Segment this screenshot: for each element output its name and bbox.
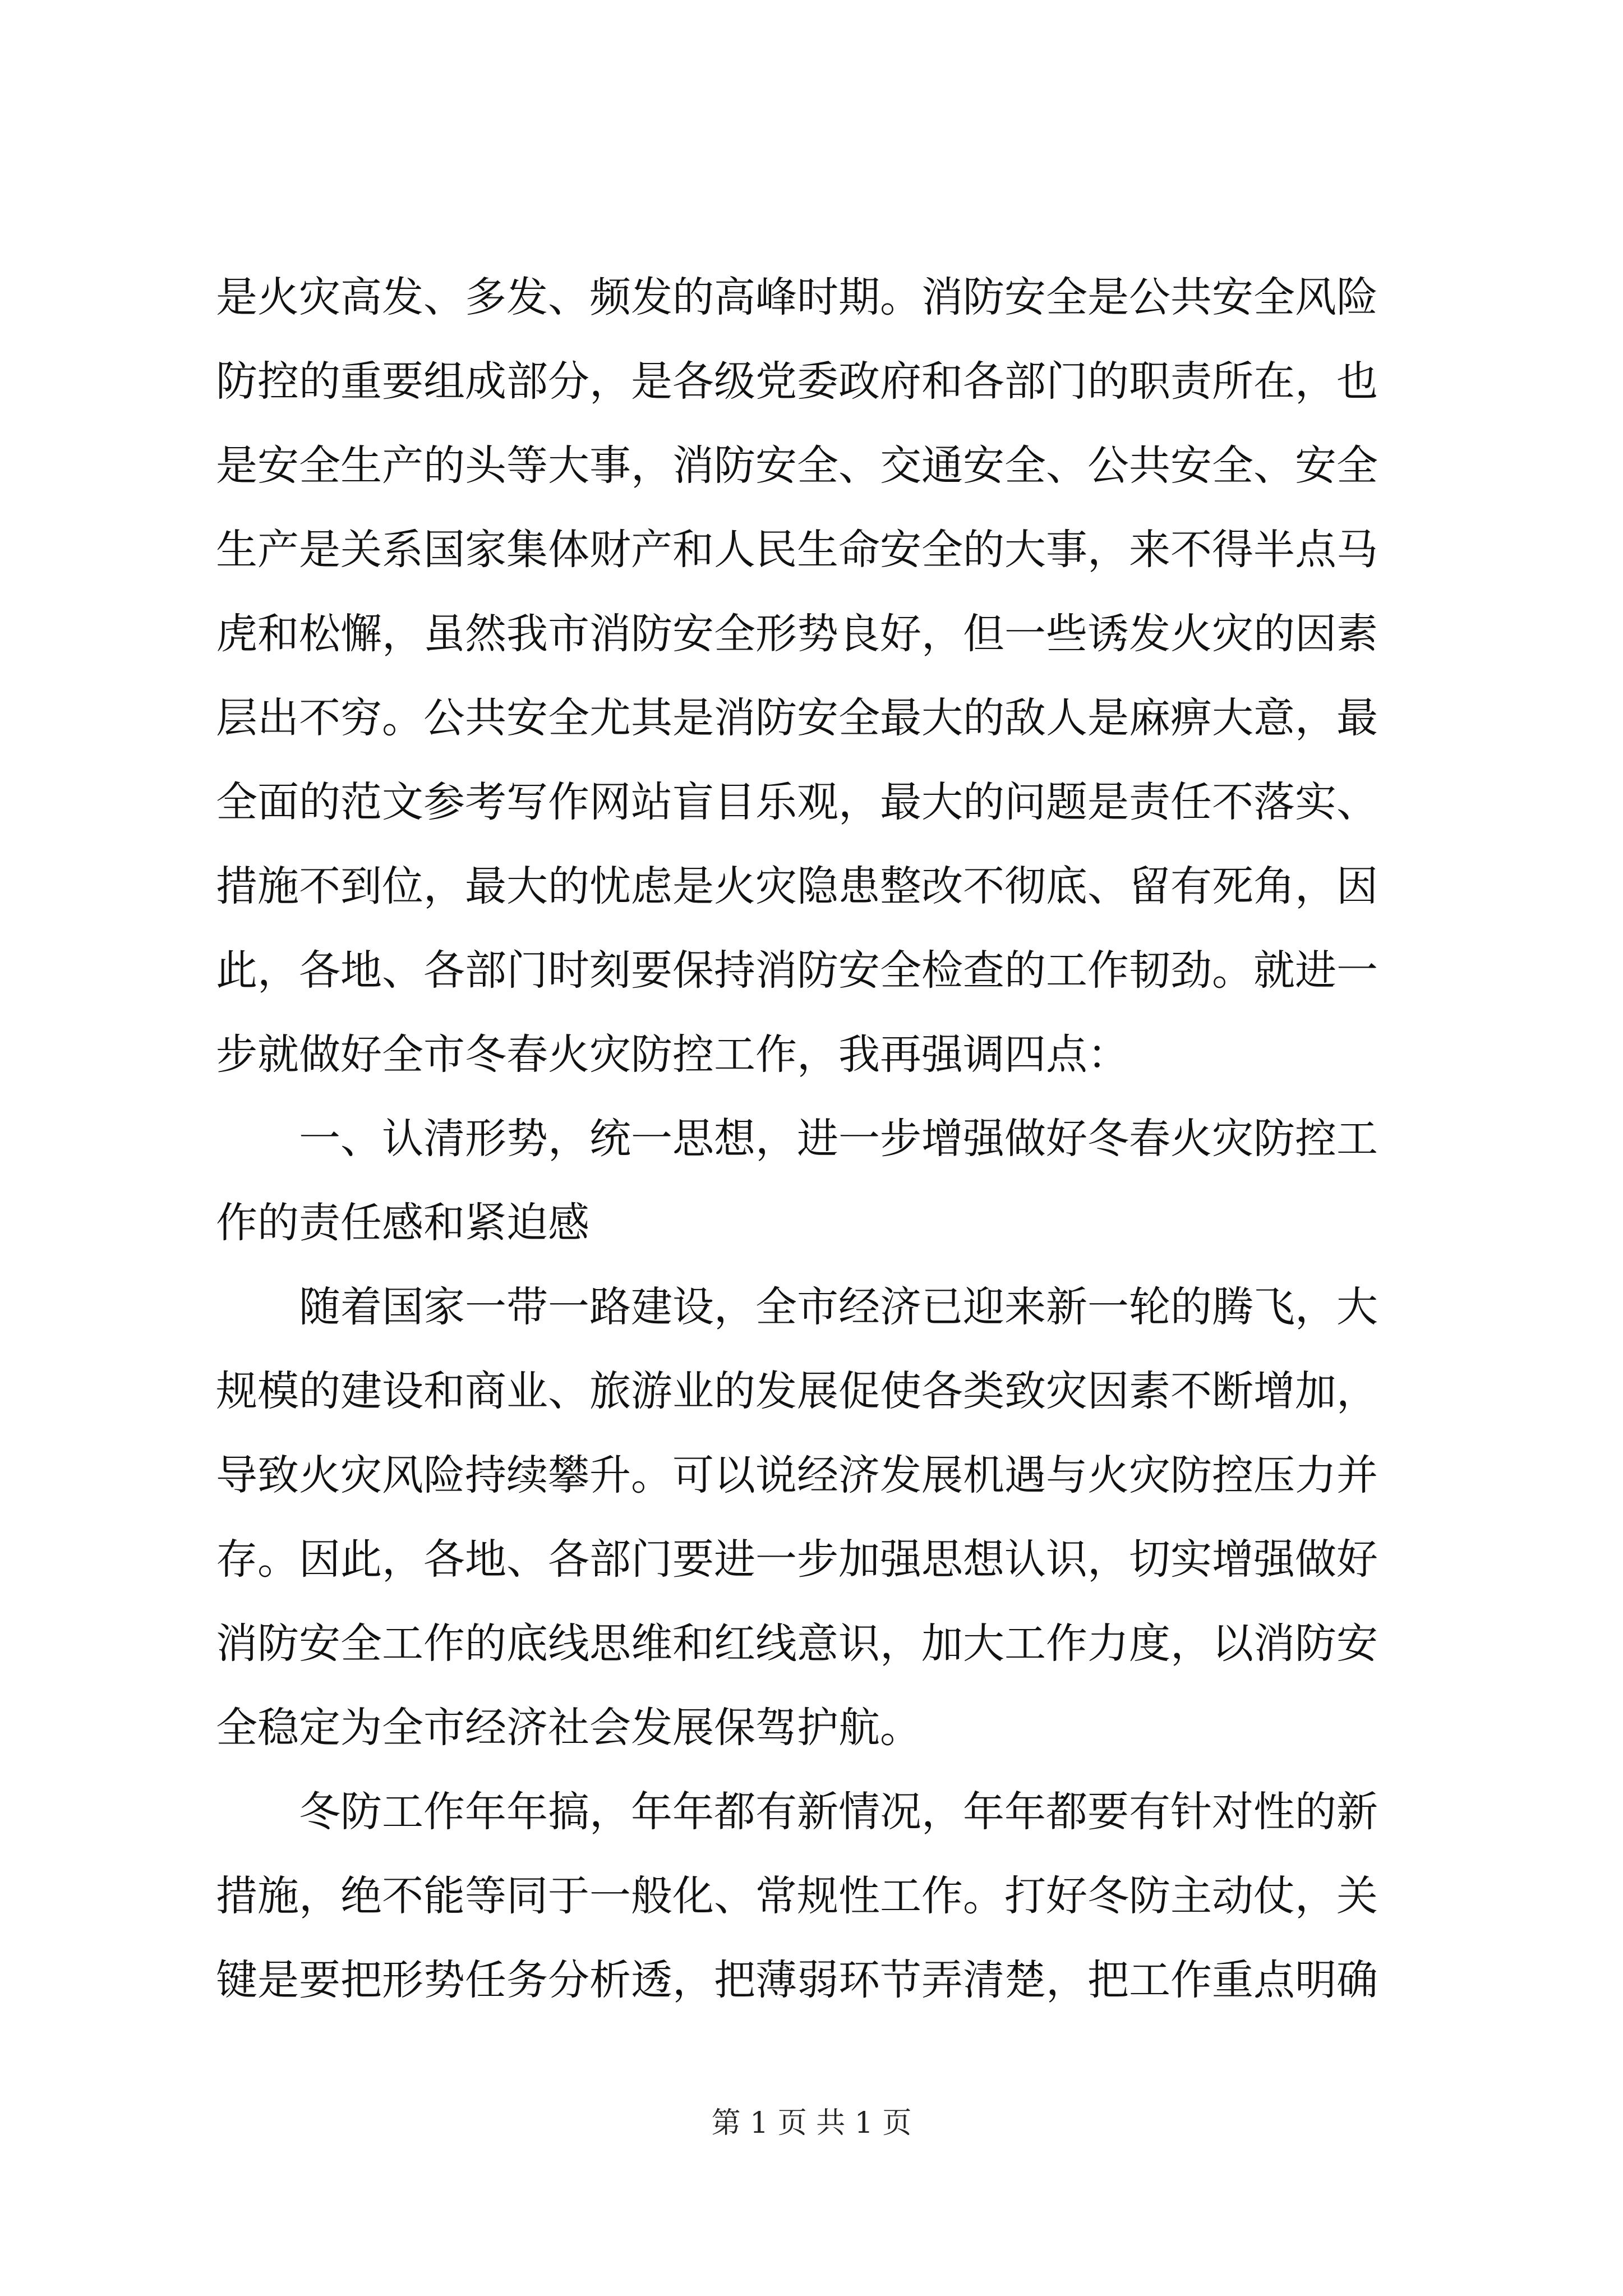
text-line: 虎和松懈，虽然我市消防安全形势良好，但一些诱发火灾的因素 <box>216 610 1378 658</box>
text-line: 键是要把形势任务分析透，把薄弱环节弄清楚，把工作重点明确 <box>216 1956 1378 2004</box>
document-body <box>216 255 1416 2022</box>
text-line: 导致火灾风险持续攀升。可以说经济发展机遇与火灾防控压力并 <box>216 1451 1378 1499</box>
text-line: 此，各地、各部门时刻要保持消防安全检查的工作韧劲。就进一 <box>216 946 1378 995</box>
text-line: 全面的范文参考写作网站盲目乐观，最大的问题是责任不落实、 <box>216 778 1378 826</box>
text-line: 生产是关系国家集体财产和人民生命安全的大事，来不得半点马 <box>216 526 1378 574</box>
text-line: 消防安全工作的底线思维和红线意识，加大工作力度，以消防安 <box>216 1619 1378 1668</box>
text-line: 随着国家一带一路建设，全市经济已迎来新一轮的腾飞，大 <box>216 1283 1378 1331</box>
section-heading-line: 一、认清形势，统一思想，进一步增强做好冬春火灾防控工 <box>216 1115 1378 1163</box>
section-heading-line: 作的责任感和紧迫感 <box>216 1199 589 1247</box>
text-line: 是火灾高发、多发、频发的高峰时期。消防安全是公共安全风险 <box>216 273 1378 321</box>
text-line: 层出不穷。公共安全尤其是消防安全最大的敌人是麻痹大意，最 <box>216 694 1378 742</box>
text-line: 规模的建设和商业、旅游业的发展促使各类致灾因素不断增加， <box>216 1367 1378 1415</box>
text-line: 全稳定为全市经济社会发展保驾护航。 <box>216 1704 921 1752</box>
text-line: 措施不到位，最大的忧虑是火灾隐患整改不彻底、留有死角，因 <box>216 862 1378 910</box>
text-line: 防控的重要组成部分，是各级党委政府和各部门的职责所在，也 <box>216 357 1378 406</box>
text-line: 存。因此，各地、各部门要进一步加强思想认识，切实增强做好 <box>216 1535 1378 1584</box>
text-line: 冬防工作年年搞，年年都有新情况，年年都要有针对性的新 <box>216 1788 1378 1836</box>
text-line: 步就做好全市冬春火灾防控工作，我再强调四点： <box>216 1030 1129 1079</box>
text-line: 措施，绝不能等同于一般化、常规性工作。打好冬防主动仗，关 <box>216 1872 1378 1920</box>
page-number-footer: 第 1 页 共 1 页 <box>711 2106 912 2140</box>
text-line: 是安全生产的头等大事，消防安全、交通安全、公共安全、安全 <box>216 441 1378 490</box>
